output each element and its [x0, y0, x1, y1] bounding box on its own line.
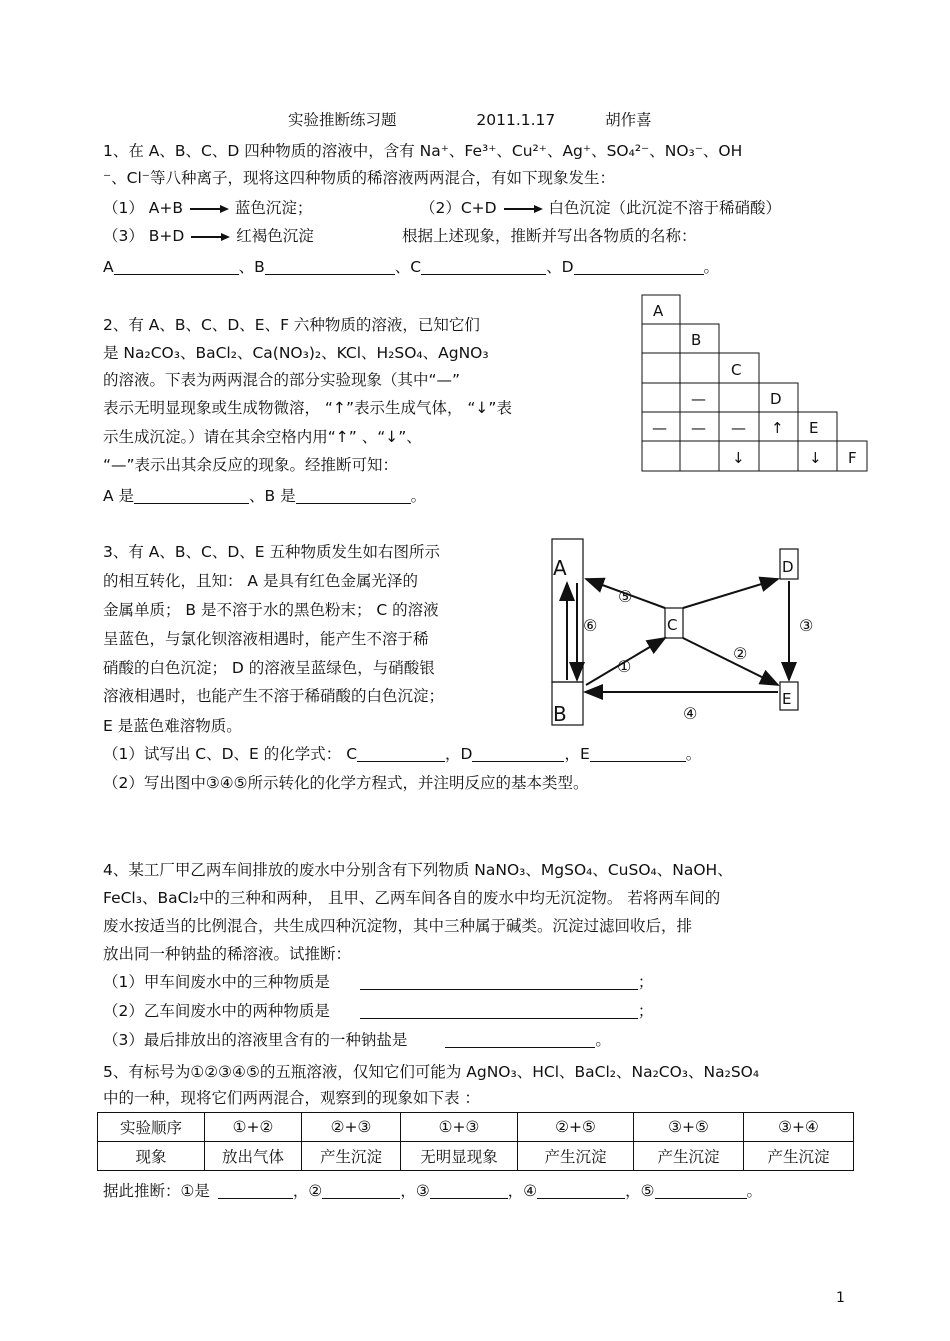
- q3-sub1: [103, 744, 701, 764]
- q4-sub1-blank[interactable]: [360, 974, 638, 990]
- node-e: E: [782, 690, 792, 708]
- q2-line2: 是 Na₂CO₃、BaCl₂、Ca(NO₃)₂、KCl、H₂SO₄、AgNO₃: [103, 344, 489, 362]
- q1-b-blank[interactable]: [265, 259, 395, 275]
- grid-label-b: B: [691, 331, 702, 349]
- q3-e-blank[interactable]: [590, 746, 686, 762]
- table-cell: ①+③: [401, 1113, 518, 1142]
- q5-inf-1-label: 据此推断：①是: [103, 1182, 210, 1200]
- q1-reaction-3: [103, 226, 314, 246]
- q1-line1: 1、在 A、B、C、D 四种物质的溶液中，含有 Na⁺、Fe³⁺、Cu²⁺、Ag⁺、SO₄²⁻、NO₃⁻、OH: [103, 142, 743, 160]
- q1-end: 。: [703, 258, 720, 276]
- label-1: ①: [617, 657, 632, 676]
- q4-sub3-blank[interactable]: [445, 1032, 595, 1048]
- node-a: A: [553, 556, 567, 580]
- q4-sub2-blank[interactable]: [360, 1003, 638, 1019]
- q3-e-label: ，E: [564, 745, 590, 763]
- q3-line1: 3、有 A、B、C、D、E 五种物质发生如右图所示: [103, 543, 441, 561]
- right-arrow-icon: [188, 204, 230, 214]
- q2-line3: 的溶液。下表为两两混合的部分实验现象（其中“—”: [103, 371, 461, 389]
- q1-answers: [103, 257, 719, 277]
- label-5: ⑤: [618, 587, 633, 606]
- q1-b-label: 、B: [238, 258, 265, 276]
- q5-results-table: [97, 1112, 854, 1171]
- grid-label-e: E: [809, 419, 819, 437]
- label-2: ②: [733, 644, 748, 663]
- q2-b-blank[interactable]: [296, 488, 411, 504]
- q3-line4: 呈蓝色，与氯化钡溶液相遇时，能产生不溶于稀: [103, 630, 429, 648]
- q1-r1-result: 蓝色沉淀；: [234, 199, 313, 217]
- q1-r3-label: （3） B+D: [103, 227, 185, 245]
- node-b: B: [553, 702, 567, 726]
- grid-label-c: C: [731, 361, 742, 379]
- q5-blank-1[interactable]: [218, 1183, 293, 1199]
- grid-cell-ae: —: [652, 419, 667, 437]
- table-cell: ③+⑤: [634, 1113, 744, 1142]
- label-3: ③: [799, 616, 814, 635]
- grid-cell-ce: —: [731, 419, 746, 437]
- grid-cell-de: ↑: [771, 419, 784, 437]
- q5-inf-2-label: ，②: [292, 1182, 323, 1200]
- q1-a-blank[interactable]: [114, 259, 239, 275]
- author-text: 胡作喜: [605, 111, 652, 129]
- table-cell: ①+②: [205, 1113, 302, 1142]
- q4-sub1-end: ；: [637, 973, 654, 991]
- q3-c-blank[interactable]: [357, 746, 445, 762]
- q4-sub2-label: （2）乙车间废水中的两种物质是: [103, 1002, 330, 1020]
- q4-sub2-end: ；: [637, 1002, 654, 1020]
- q1-r3-result: 红褐色沉淀: [236, 227, 314, 245]
- q3-line6: 溶液相遇时，也能产生不溶于稀硝酸的白色沉淀；: [103, 687, 445, 705]
- grid-cell-ef: ↓: [809, 449, 822, 467]
- page-number: 1: [836, 1290, 845, 1306]
- q4-sub3-end: 。: [595, 1031, 611, 1049]
- label-4: ④: [683, 704, 698, 723]
- grid-label-d: D: [770, 390, 782, 408]
- grid-cell-cf: ↓: [732, 449, 745, 467]
- q4-line4: 放出同一种钠盐的稀溶液。试推断：: [103, 945, 352, 963]
- q1-line2: ⁻、Cl⁻等八种离子，现将这四种物质的稀溶液两两混合，有如下现象发生：: [103, 169, 615, 187]
- right-arrow-icon: [502, 204, 544, 214]
- q1-a-label: A: [103, 258, 114, 276]
- q1-r2-label: （2）C+D: [420, 199, 497, 217]
- grid-cell-be: —: [691, 419, 706, 437]
- q1-reaction-1: [103, 198, 312, 218]
- q4-sub3: [103, 1030, 611, 1050]
- table-cell: 产生沉淀: [518, 1142, 634, 1171]
- q5-blank-2[interactable]: [322, 1183, 400, 1199]
- q1-c-label: 、C: [394, 258, 422, 276]
- q5-inf-3-label: ，③: [400, 1182, 430, 1200]
- table-cell: ②+⑤: [518, 1113, 634, 1142]
- arrow-c-to-d: [683, 579, 778, 608]
- q5-inf-5-label: ，⑤: [625, 1182, 655, 1200]
- q5-blank-3[interactable]: [430, 1183, 508, 1199]
- table-cell: ②+③: [302, 1113, 401, 1142]
- q3-line2: 的相互转化，且知： A 是具有红色金属光泽的: [103, 572, 418, 590]
- q4-sub2: [103, 1001, 653, 1021]
- date-text: 2011.1.17: [476, 111, 556, 129]
- right-arrow-icon: [189, 232, 231, 242]
- q2-a-label: A 是: [103, 487, 135, 505]
- q3-sub2: （2）写出图中③④⑤所示转化的化学方程式，并注明反应的基本类型。: [103, 774, 589, 792]
- node-c: C: [667, 616, 678, 634]
- q2-end: 。: [410, 487, 427, 505]
- q4-sub3-label: （3）最后排放出的溶液里含有的一种钠盐是: [103, 1031, 408, 1049]
- table-cell: 现象: [98, 1142, 205, 1171]
- q2-reaction-grid: [641, 293, 871, 473]
- q5-blank-5[interactable]: [655, 1183, 747, 1199]
- node-d: D: [782, 558, 794, 576]
- q2-answers: [103, 486, 426, 506]
- q5-line2: 中的一种，现将它们两两混合，观察到的现象如下表 ：: [103, 1089, 480, 1107]
- q5-end: 。: [746, 1182, 763, 1200]
- grid-cell-cd: —: [691, 390, 706, 408]
- title-text: 实验推断练习题: [288, 111, 397, 129]
- q2-line1: 2、有 A、B、C、D、E、F 六种物质的溶液，已知它们: [103, 316, 480, 334]
- q4-line2: FeCl₃、BaCl₂中的三种和两种， 且甲、乙两车间各自的废水中均无沉淀物。 若将两车间的: [103, 889, 721, 907]
- q5-line1: 5、有标号为①②③④⑤的五瓶溶液，仅知它们可能为 AgNO₃、HCl、BaCl₂、Na₂CO₃、Na₂SO₄: [103, 1063, 760, 1081]
- grid-label-a: A: [653, 302, 664, 320]
- q3-sub1-end: 。: [685, 745, 702, 763]
- q1-r2-result: 白色沉淀（此沉淀不溶于稀硝酸）: [548, 199, 781, 217]
- label-6: ⑥: [583, 616, 598, 635]
- table-cell: 产生沉淀: [302, 1142, 401, 1171]
- q3-transformation-diagram: [545, 535, 814, 730]
- table-cell: 实验顺序: [98, 1113, 205, 1142]
- table-cell: 放出气体: [205, 1142, 302, 1171]
- q3-line7: E 是蓝色难溶物质。: [103, 717, 242, 735]
- q2-line5: 示生成沉淀。）请在其余空格内用“↑” 、“↓”、: [103, 428, 422, 446]
- q3-line3: 金属单质； B 是不溶于水的黑色粉末； C 的溶液: [103, 601, 439, 619]
- table-header-row: [98, 1113, 854, 1142]
- table-cell: 无明显现象: [401, 1142, 518, 1171]
- page-title: [288, 110, 652, 130]
- q5-blank-4[interactable]: [537, 1183, 625, 1199]
- q2-a-blank[interactable]: [134, 488, 249, 504]
- q1-d-label: 、D: [546, 258, 574, 276]
- q3-d-blank[interactable]: [472, 746, 564, 762]
- q3-sub1-prefix: （1）试写出 C、D、E 的化学式： C: [103, 745, 358, 763]
- table-row: [98, 1142, 854, 1171]
- q2-line6: “—”表示出其余反应的现象。经推断可知：: [103, 456, 399, 474]
- table-cell: 产生沉淀: [634, 1142, 744, 1171]
- q3-d-label: ，D: [445, 745, 473, 763]
- q4-line1: 4、某工厂甲乙两车间排放的废水中分别含有下列物质 NaNO₃、MgSO₄、CuSO₄、NaOH、: [103, 861, 733, 879]
- q1-instruction: 根据上述现象，推断并写出各物质的名称：: [402, 227, 697, 245]
- q5-inference: [103, 1181, 762, 1201]
- q2-b-label: 、B 是: [249, 487, 296, 505]
- arrow-2-c-to-e: [683, 638, 778, 685]
- q1-d-blank[interactable]: [574, 259, 704, 275]
- q4-sub1: [103, 972, 653, 992]
- q1-c-blank[interactable]: [421, 259, 546, 275]
- q1-reaction-2: [420, 198, 781, 218]
- q3-line5: 硝酸的白色沉淀； D 的溶液呈蓝绿色，与硝酸银: [103, 659, 435, 677]
- q4-sub1-label: （1）甲车间废水中的三种物质是: [103, 973, 330, 991]
- q1-r1-label: （1） A+B: [103, 199, 184, 217]
- table-cell: ③+④: [744, 1113, 854, 1142]
- grid-label-f: F: [848, 449, 857, 467]
- q4-line3: 废水按适当的比例混合，共生成四种沉淀物，其中三种属于碱类。沉淀过滤回收后，排: [103, 917, 693, 935]
- q5-inf-4-label: ，④: [507, 1182, 538, 1200]
- q2-line4: 表示无明显现象或生成物微溶， “↑”表示生成气体， “↓”表: [103, 399, 512, 417]
- table-cell: 产生沉淀: [744, 1142, 854, 1171]
